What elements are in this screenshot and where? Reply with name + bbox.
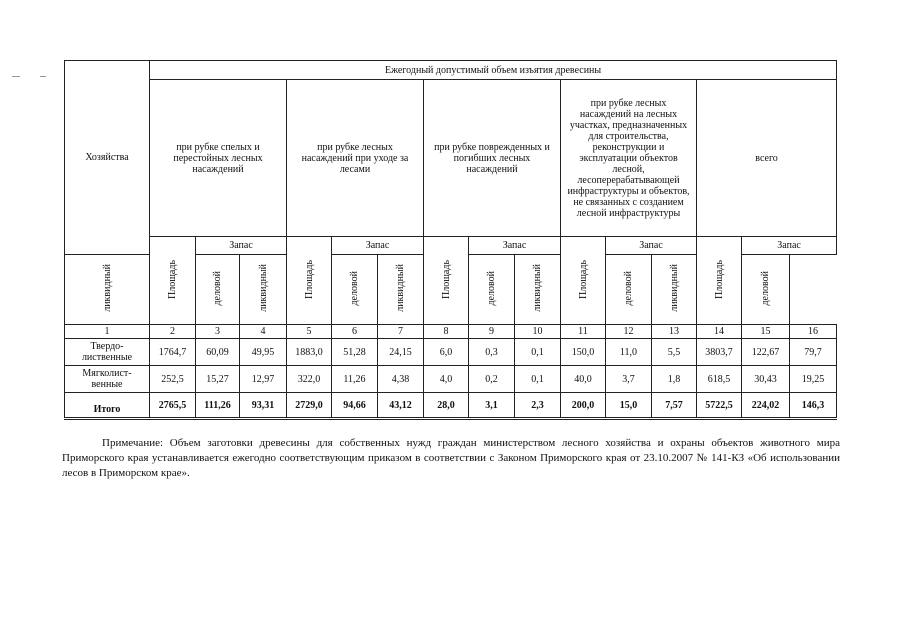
cell: 2765,5 — [150, 393, 196, 419]
cell: 15,0 — [606, 393, 652, 419]
area-header — [424, 237, 469, 325]
cell: 7,57 — [652, 393, 697, 419]
col-number: 4 — [240, 325, 287, 339]
cell: 2,3 — [515, 393, 561, 419]
cell: 224,02 — [742, 393, 790, 419]
liquid-header: ликвидный — [65, 255, 150, 325]
scan-artifact — [12, 76, 20, 77]
note-paragraph: Примечание: Объем заготовки древесины для собственных нужд граждан министерством лесного хозяйства и охраны объектов животного мира Приморского края устанавливается ежегодно соответствующим приказом в соответствии с Законом Приморского края от 23.10.2007 № 141-КЗ «Об использовании лесов в Приморском крае». — [62, 437, 840, 479]
business-header: деловой — [742, 255, 790, 325]
cell: 146,3 — [790, 393, 837, 419]
liquid-header: ликвидный — [515, 255, 561, 325]
cell: 5,5 — [652, 339, 697, 366]
header-main: Ежегодный допустимый объем изъятия древесины — [150, 61, 837, 80]
cell: 79,7 — [790, 339, 837, 366]
stock-header: Запас — [606, 237, 697, 255]
area-header — [150, 237, 196, 325]
cell: 51,28 — [332, 339, 378, 366]
cell: 1764,7 — [150, 339, 196, 366]
row-name: Твердо-лиственные — [65, 339, 150, 366]
col-number: 9 — [469, 325, 515, 339]
business-header: деловой — [606, 255, 652, 325]
header-farm: Хозяйства — [65, 61, 150, 255]
col-number: 6 — [332, 325, 378, 339]
cell: 0,1 — [515, 366, 561, 393]
cell: 11,0 — [606, 339, 652, 366]
area-header — [287, 237, 332, 325]
cell: 15,27 — [196, 366, 240, 393]
total-label: Итого — [65, 393, 150, 419]
cell: 43,12 — [378, 393, 424, 419]
cell: 150,0 — [561, 339, 606, 366]
col-number: 1 — [65, 325, 150, 339]
row-name: Мягколист-венные — [65, 366, 150, 393]
stock-header: Запас — [742, 237, 837, 255]
cell: 2729,0 — [287, 393, 332, 419]
col-number: 11 — [561, 325, 606, 339]
cell: 252,5 — [150, 366, 196, 393]
scan-artifact — [40, 76, 46, 77]
group-header-total: всего — [697, 80, 837, 237]
cell: 94,66 — [332, 393, 378, 419]
cell: 1,8 — [652, 366, 697, 393]
cell: 60,09 — [196, 339, 240, 366]
area-header — [561, 237, 606, 325]
cell: 3803,7 — [697, 339, 742, 366]
cell: 28,0 — [424, 393, 469, 419]
col-number: 15 — [742, 325, 790, 339]
cell: 40,0 — [561, 366, 606, 393]
col-number: 14 — [697, 325, 742, 339]
liquid-header: ликвидный — [378, 255, 424, 325]
liquid-header: ликвидный — [240, 255, 287, 325]
col-number: 7 — [378, 325, 424, 339]
cell: 30,43 — [742, 366, 790, 393]
cell: 11,26 — [332, 366, 378, 393]
cell: 12,97 — [240, 366, 287, 393]
col-number: 13 — [652, 325, 697, 339]
col-number: 16 — [790, 325, 837, 339]
col-number: 2 — [150, 325, 196, 339]
cell: 122,67 — [742, 339, 790, 366]
col-number: 12 — [606, 325, 652, 339]
liquid-header: ликвидный — [652, 255, 697, 325]
group-header-construction: при рубке лесных насаждений на лесных участках, предназначенных для строительства, реконструкции и эксплуатации объектов лесной, лесоперерабатывающей инфраструктуры и объектов, не связанных с созданием лесной инфраструктуры — [561, 80, 697, 237]
col-number: 10 — [515, 325, 561, 339]
group-header-damaged: при рубке поврежденных и погибших лесных насаждений — [424, 80, 561, 237]
area-label: Площадь — [577, 259, 589, 299]
stock-header: Запас — [196, 237, 287, 255]
cell: 0,2 — [469, 366, 515, 393]
business-header: деловой — [469, 255, 515, 325]
stock-header: Запас — [469, 237, 561, 255]
col-number: 5 — [287, 325, 332, 339]
area-label: Площадь — [167, 259, 178, 299]
cell: 4,38 — [378, 366, 424, 393]
col-number: 3 — [196, 325, 240, 339]
col-number: 8 — [424, 325, 469, 339]
cell: 49,95 — [240, 339, 287, 366]
cell: 0,3 — [469, 339, 515, 366]
cell: 4,0 — [424, 366, 469, 393]
cell: 6,0 — [424, 339, 469, 366]
cell: 200,0 — [561, 393, 606, 419]
business-header: деловой — [332, 255, 378, 325]
wood-harvest-table — [64, 60, 837, 420]
cell: 322,0 — [287, 366, 332, 393]
area-label: Площадь — [713, 259, 725, 299]
column-number-row — [65, 325, 837, 339]
cell: 0,1 — [515, 339, 561, 366]
cell: 19,25 — [790, 366, 837, 393]
group-header-thinning: при рубке лесных насаждений при уходе за лесами — [287, 80, 424, 237]
cell: 111,26 — [196, 393, 240, 419]
table-row — [65, 339, 837, 366]
cell: 1883,0 — [287, 339, 332, 366]
total-row — [65, 393, 837, 419]
cell: 24,15 — [378, 339, 424, 366]
cell: 3,1 — [469, 393, 515, 419]
cell: 93,31 — [240, 393, 287, 419]
area-label: Площадь — [303, 259, 315, 299]
area-header — [697, 237, 742, 325]
stock-header: Запас — [332, 237, 424, 255]
cell: 3,7 — [606, 366, 652, 393]
group-header-mature: при рубке спелых и перестойных лесных насаждений — [150, 80, 287, 237]
cell: 618,5 — [697, 366, 742, 393]
business-header: деловой — [196, 255, 240, 325]
table-row — [65, 366, 837, 393]
cell: 5722,5 — [697, 393, 742, 419]
area-label: Площадь — [440, 259, 452, 299]
